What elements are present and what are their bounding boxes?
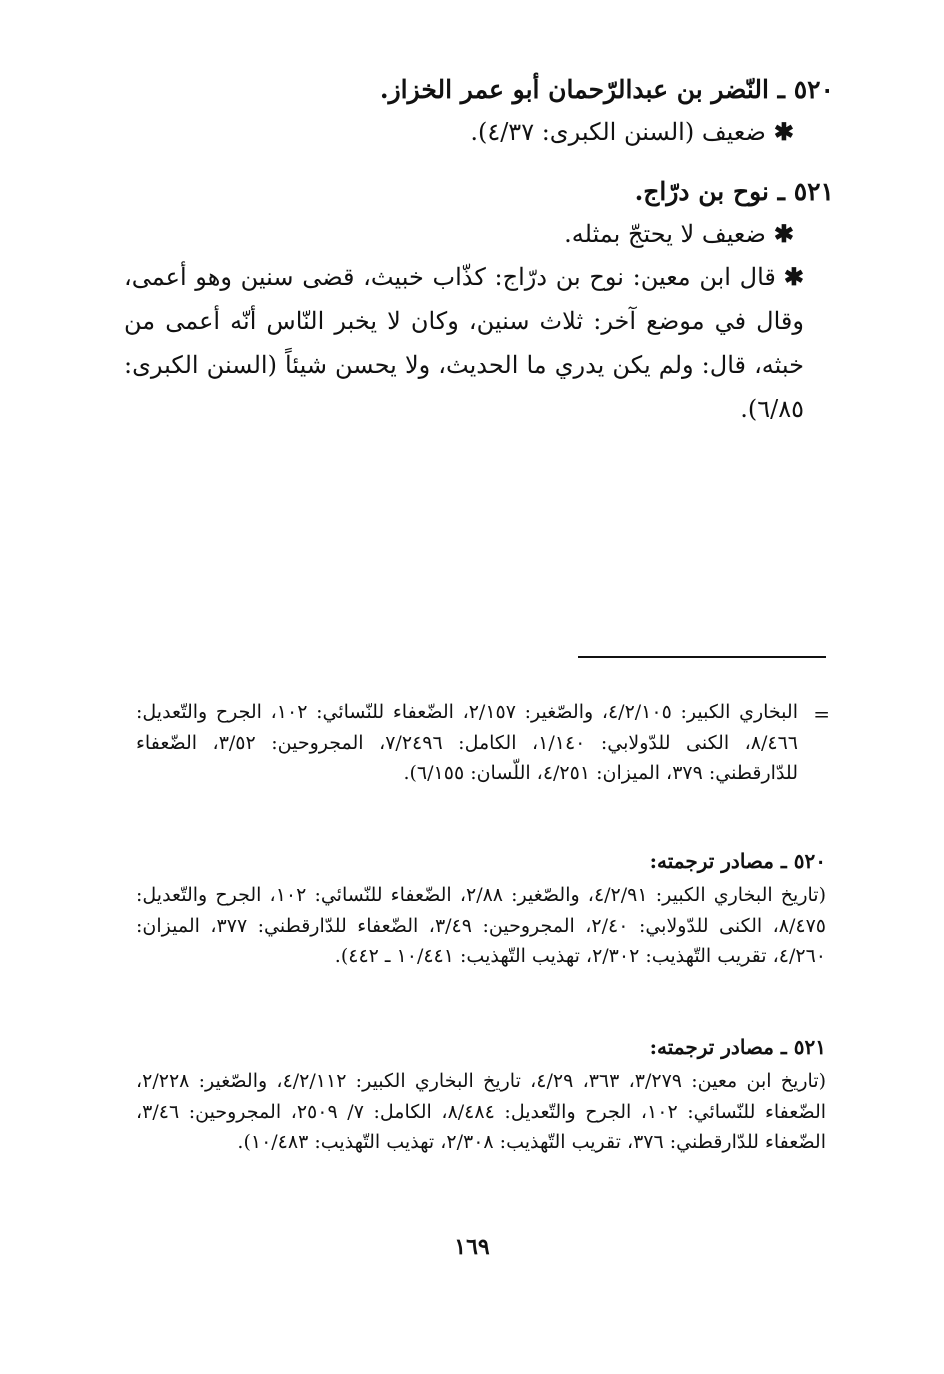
entry-521-paragraph-text: قال ابن معين: نوح بن درّاج: كذّاب خبيث، قضى سنين وهو أعمى، وقال في موضع آخر: ثلاث سنين، وكان لا يخبر النّاس أنّه أعمى من خبثه، قال: ولم يكن يدري ما الحديث، ولا يحسن شيئاً (السنن الكبرى: ٦/٨٥). (124, 263, 804, 423)
footnote-520-text: (تاريخ البخاري الكبير: ٤/٢/٩١، والصّغير: ٢/٨٨، الضّعفاء للنّسائي: ١٠٢، الجرح والتّعديل: ٨/٤٧٥، الكنى للدّولابي: ٢/٤٠، المجروحين: ٣/٤٩، الضّعفاء للدّارقطني: ٣٧٧، الميزان: ٤/٢٦٠، تقريب التّهذيب: ٢/٣٠٢، تهذيب التّهذيب: ١٠/٤٤١ ـ ٤٤٢). (136, 884, 827, 967)
footnote-continuation: البخاري الكبير: ٤/٢/١٠٥، والصّغير: ٢/١٥٧، الضّعفاء للنّسائي: ١٠٢، الجرح والتّعديل: ٨/٤٦٦، الكنى للدّولابي: ١/١٤٠، الكامل: ٧/٢٤٩٦، المجروحين: ٣/٥٢، الضّعفاء للدّارقطني: ٣٧٩، الميزان: ٤/٢٥١، اللّسان: ٦/١٥٥). (136, 701, 799, 784)
footnote-separator (578, 656, 826, 658)
star-icon: ✱ (773, 117, 794, 146)
footnote-520-heading: ٥٢٠ ـ مصادر ترجمته: (649, 849, 826, 873)
footnote-521-text: (تاريخ ابن معين: ٣/٢٧٩، ٣٦٣، ٤/٢٩، تاريخ البخاري الكبير: ٤/٢/١١٢، والصّغير: ٢/٢٢٨، الضّعفاء للنّسائي: ١٠٢، الجرح والتّعديل: ٨/٤٨٤، الكامل: ٧/ ٢٥٠٩، المجروحين: ٣/٤٦، الضّعفاء للدّارقطني: ٣٧٦، تقريب التّهذيب: ٢/٣٠٨، تهذيب التّهذيب: ١٠/٤٨٣). (136, 1070, 827, 1153)
entry-520-heading: ٥٢٠ ـ النّضر بن عبدالرّحمان أبو عمر الخزاز. (379, 75, 834, 104)
star-icon: ✱ (773, 219, 794, 248)
entry-521-grade (134, 212, 834, 256)
footnote-521-heading: ٥٢١ ـ مصادر ترجمته: (649, 1035, 826, 1059)
entry-520 (134, 70, 834, 154)
entry-521-grade-text: ضعيف لا يحتجّ بمثله. (564, 220, 766, 248)
continuation-marker: = (813, 702, 830, 726)
entry-520-grade-text: ضعيف (السنن الكبرى: ٤/٣٧). (470, 118, 766, 146)
star-icon: ✱ (783, 262, 804, 291)
entry-521-paragraph (124, 255, 804, 431)
entry-521 (134, 172, 834, 256)
page-number: ١٦٩ (454, 1234, 490, 1260)
entry-520-grade (134, 110, 834, 154)
entry-521-heading: ٥٢١ ـ نوح بن درّاج. (634, 177, 834, 206)
